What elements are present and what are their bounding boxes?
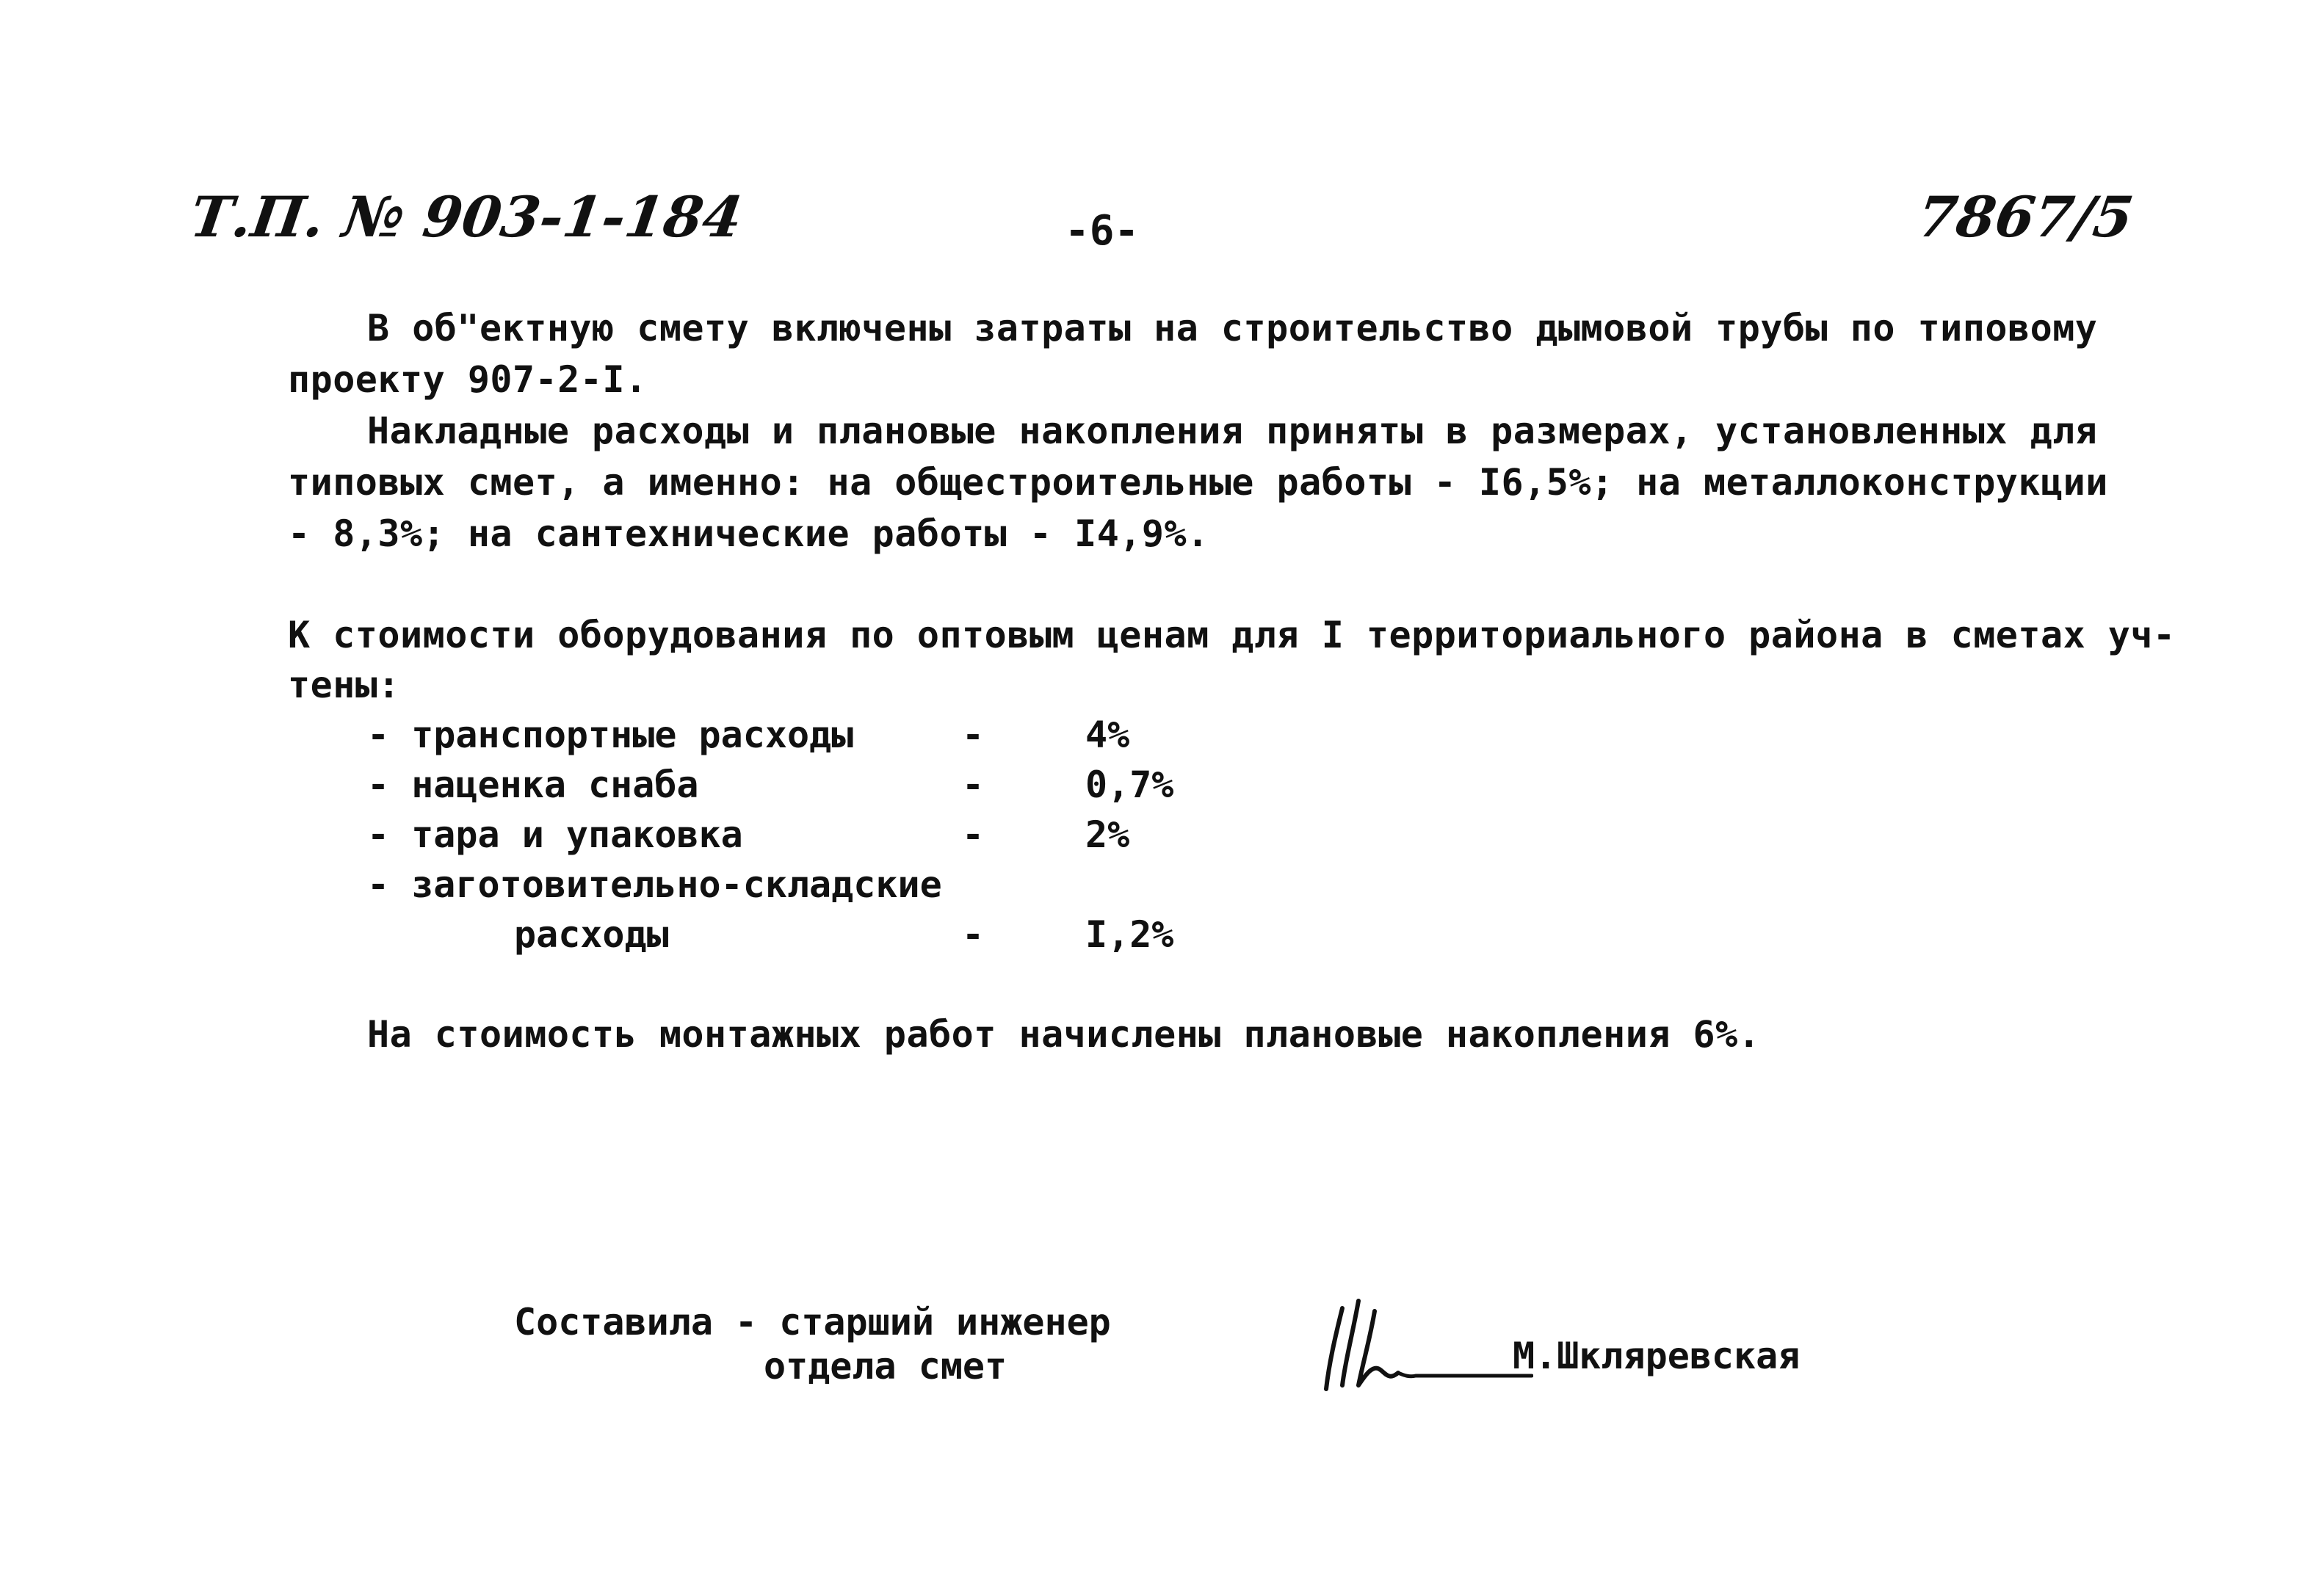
item-value: 2%	[1085, 813, 1130, 856]
handwritten-signature	[1313, 1294, 1533, 1396]
paragraph-2-line-2: типовых смет, а именно: на общестроительные работы - I6,5%; на металлоконструкции	[288, 461, 2108, 504]
item-value: 0,7%	[1085, 763, 1174, 806]
page-number: -6-	[1065, 207, 1140, 255]
compiled-by-line-2: отдела смет	[764, 1345, 1007, 1388]
item-dash: -	[962, 813, 985, 856]
item-value: I,2%	[1085, 913, 1174, 956]
item-label: - заготовительно-складские	[367, 863, 942, 906]
handwritten-inventory-number: 7867/5	[1913, 184, 2138, 250]
item-label: - тара и упаковка	[367, 813, 743, 856]
item-dash: -	[962, 913, 985, 956]
paragraph-2-line-1: Накладные расходы и плановые накопления приняты в размерах, установленных для	[367, 410, 2098, 452]
item-dash: -	[962, 763, 985, 806]
item-label: - наценка снаба	[367, 763, 699, 806]
paragraph-2-line-3: - 8,3%; на сантехнические работы - I4,9%.	[288, 512, 1209, 555]
paragraph-3-line-2: тены:	[288, 664, 401, 706]
item-value: 4%	[1085, 714, 1130, 756]
paragraph-1-line-2: проекту 907-2-I.	[288, 358, 648, 401]
item-dash: -	[962, 714, 985, 756]
item-label: расходы	[514, 913, 669, 956]
paragraph-3-line-1: К стоимости оборудования по оптовым ценам для I территориального района в сметах уч-	[288, 614, 2176, 656]
item-label: - транспортные расходы	[367, 714, 854, 756]
handwritten-document-reference: Т.П. № 903-1-184	[186, 184, 747, 250]
signatory-name: М.Шкляревская	[1513, 1335, 1801, 1377]
paragraph-1-line-1: В об"ектную смету включены затраты на строительство дымовой трубы по типовому	[367, 307, 2098, 349]
compiled-by-line-1: Составила - старший инженер	[514, 1301, 1111, 1343]
closing-statement: На стоимость монтажных работ начислены плановые накопления 6%.	[367, 1013, 1761, 1056]
